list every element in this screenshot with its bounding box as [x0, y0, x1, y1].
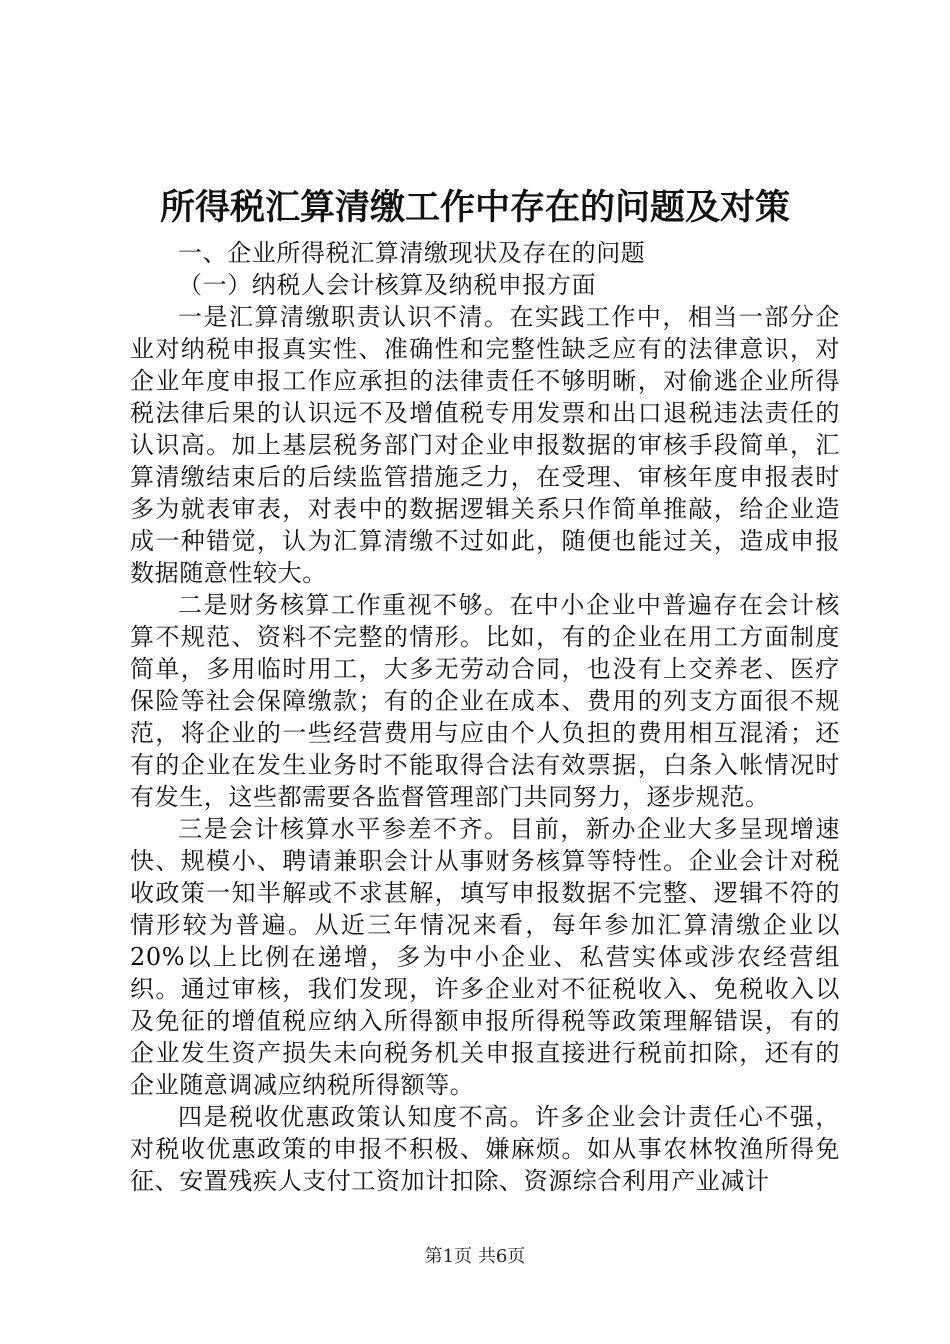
paragraph-1: 一是汇算清缴职责认识不清。在实践工作中，相当一部分企业对纳税申报真实性、准确性和完整性缺乏应有的法律意识，对企业年度申报工作应承担的法律责任不够明晰，对偷逃企业所得税法律后果的认识远不及增值税专用发票和出口退税违法责任的认识高。加上基层税务部门对企业申报数据的审核手段简单，汇算清缴结束后的后续监管措施乏力，在受理、审核年度申报表时多为就表审表，对表中的数据逻辑关系只作简单推敲，给企业造成一种错觉，认为汇算清缴不过如此，随便也能过关，造成申报数据随意性较大。 — [130, 303, 840, 587]
paragraph-4: 四是税收优惠政策认知度不高。许多企业会计责任心不强，对税收优惠政策的申报不积极、嫌麻烦。如从事农林牧渔所得免征、安置残疾人支付工资加计扣除、资源综合利用产业减计 — [130, 1103, 840, 1195]
section-heading: 一、企业所得税汇算清缴现状及存在的问题 — [178, 239, 646, 267]
page-number-footer: 第1页 共6页 — [424, 1246, 526, 1267]
paragraph-2: 二是财务核算工作重视不够。在中小企业中普遍存在会计核算不规范、资料不完整的情形。比如，有的企业在用工方面制度简单，多用临时用工，大多无劳动合同，也没有上交养老、医疗保险等社会保障缴款；有的企业在成本、费用的列支方面很不规范，将企业的一些经营费用与应由个人负担的费用相互混淆；还有的企业在发生业务时不能取得合法有效票据，白条入帐情况时有发生，这些都需要各监督管理部门共同努力，逐步规范。 — [130, 591, 840, 811]
document-body — [130, 237, 840, 1197]
document-title: 所得税汇算清缴工作中存在的问题及对策 — [159, 187, 790, 228]
paragraph-3: 三是会计核算水平参差不齐。目前，新办企业大多呈现增速快、规模小、聘请兼职会计从事财务核算等特性。企业会计对税收政策一知半解或不求甚解，填写申报数据不完整、逻辑不符的情形较为普遍。从近三年情况来看，每年参加汇算清缴企业以20%以上比例在递增，多为中小企业、私营实体或涉农经营组织。通过审核，我们发现，许多企业对不征税收入、免税收入以及免征的增值税应纳入所得额申报所得税等政策理解错误，有的企业发生资产损失未向税务机关申报直接进行税前扣除，还有的企业随意调减应纳税所得额等。 — [130, 815, 840, 1099]
subsection-heading: （一）纳税人会计核算及纳税申报方面 — [178, 271, 597, 299]
